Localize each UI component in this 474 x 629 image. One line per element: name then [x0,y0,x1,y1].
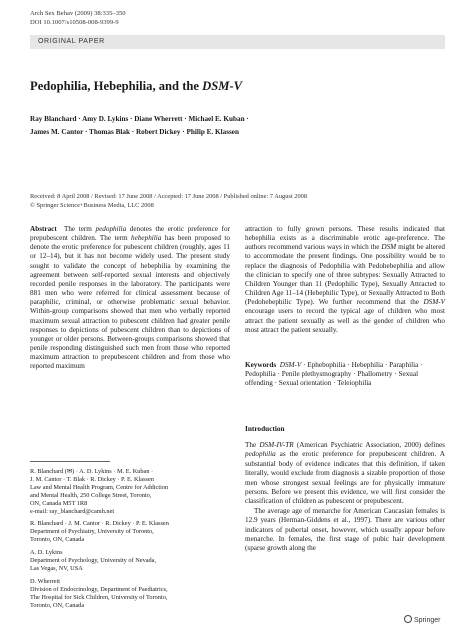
keywords: Keywords DSM-V · Ephebophilia · Hebephilia · Paraphilia · Pedophilia · Penile plethysmography · Phallometry · Sexual offending · Sexual orientation · Teleiophilia [245,361,423,388]
publication-dates [30,193,307,210]
authors-line-2: James M. Cantor · Thomas Blak · Robert Dickey · Philip E. Klassen [30,127,239,136]
publisher-name: Springer [414,617,441,624]
journal-citation: Arch Sex Behav (2009) 38:335–350 [30,10,126,17]
affiliations [30,468,230,615]
keywords-heading: Keywords [245,361,277,369]
affiliation-block: A. D. Lykins Department of Psychology, University of Nevada, Las Vegas, NV, USA [30,549,157,572]
article-type-banner [30,35,445,49]
copyright: © Springer Science+Business Media, LLC 2008 [30,201,154,209]
intro-paragraph-1: The DSM-IV-TR (American Psychiatric Association, 2000) defines pedophilia as the erotic preference for prepubescent children. A substantial body of evidence indicates that this definition, if taken literally, would exclude from diagnosis a sizable proportion of those men whose strongest sexual feelings are for physically immature persons. Before we present this evidence, we will first consider the classification of children as pubescent or prepubescent. [245,441,445,506]
intro-paragraph-2: The average age of menarche for American Caucasian females is 12.9 years (Herman-Giddens et al., 1997). There are various other indicators of pubertal onset, however, which usually appear before menarche. In females, the first stage of pubic hair development (sparse growth along the [245,506,445,553]
publisher-logo [404,615,440,624]
doi: DOI 10.1007/s10508-008-9399-9 [30,18,119,26]
abstract-continuation: attraction to fully grown persons. These results indicated that hebephilia exists as a discriminable erotic age-preference. The authors recommend various ways in which the DSM might be altered to accommodate the present findings. One possibility would be to replace the diagnosis of Pedophilia with Pedohebephilia and allow the clinician to specify one of three subtypes: Sexually Attracted to Children Younger than 11 (Pedophilic Type), Sexually Attracted to Children Age 11–14 (Hebephilic Type), or Sexually Attracted to Both (Pedohebephilic Type). We further recommend that the DSM-V encourage users to record the typical age of children who most attract the patient sexually as well as the gender of children who most attract the patient sexually. [245,225,446,334]
abstract-paragraph: Abstract The term pedophilia denotes the erotic preference for prepubescent children. The term hebephilia has been proposed to denote the erotic preference for pubescent children (roughly, ages 11 or 12–14), but it has not become widely used. The present study sought to validate the concept of hebephilia by examining the agreement between self-reported sexual interests and objectively recorded penile responses in the laboratory. The participants were 881 men who were referred for clinical assessment because of paraphilic, criminal, or otherwise problematic sexual behavior. Within-group comparisons showed that men who verbally reported maximum sexual attraction to pubescent children had greater penile responses to depictions of pubescent children than to depictions of younger or older persons. Between-groups comparisons showed that penile responding distinguished such men from those who reported maximum attraction to prepubescent children and from those who reported maximum [30,225,231,371]
email-link[interactable]: e-mail: ray_blanchard@camh.net [30,507,115,515]
running-head [30,10,126,27]
history-dates: Received: 8 April 2008 / Revised: 17 June 2008 / Accepted: 17 June 2008 / Published online: 7 August 2008 [30,193,308,200]
affiliation-block: R. Blanchard · J. M. Cantor · R. Dickey · P. E. Klassen Department of Psychiatry, University of Toronto, Toronto, ON, Canada [30,520,169,544]
abstract-heading: Abstract [30,225,57,233]
abstract-column-2 [245,225,445,335]
introduction-heading: Introduction [245,424,285,433]
citation-link[interactable]: 1997 [353,516,368,525]
citation-link[interactable]: 2000 [404,441,419,449]
footnote-divider [30,461,110,462]
affiliation-block: D. Wherrett Division of Endocrinology, Department of Paediatrics, The Hospital for Sick Children, University of Toronto, Toronto, ON, Canada [30,577,168,609]
author-list [30,113,249,138]
article-title: Pedophilia, Hebephilia, and the DSM-V [30,79,243,93]
springer-knight-icon [404,615,412,623]
authors-line-1: Ray Blanchard · Amy D. Lykins · Diane Wherrett · Michael E. Kuban · [30,115,249,123]
abstract-column-1 [30,225,230,372]
affiliation-block: R. Blanchard (✉) · A. D. Lykins · M. E. Kuban · J. M. Cantor · T. Blak · R. Dickey · P. E. Klassen Law and Mental Health Program, Centre for Addiction and Mental Health, 250 College Street, Toronto, ON, Canada M5T 1R8 e-mail: ray_blanchard@camh.net [30,468,230,515]
introduction-body [245,441,445,554]
article-type-label: ORIGINAL PAPER [38,38,105,45]
